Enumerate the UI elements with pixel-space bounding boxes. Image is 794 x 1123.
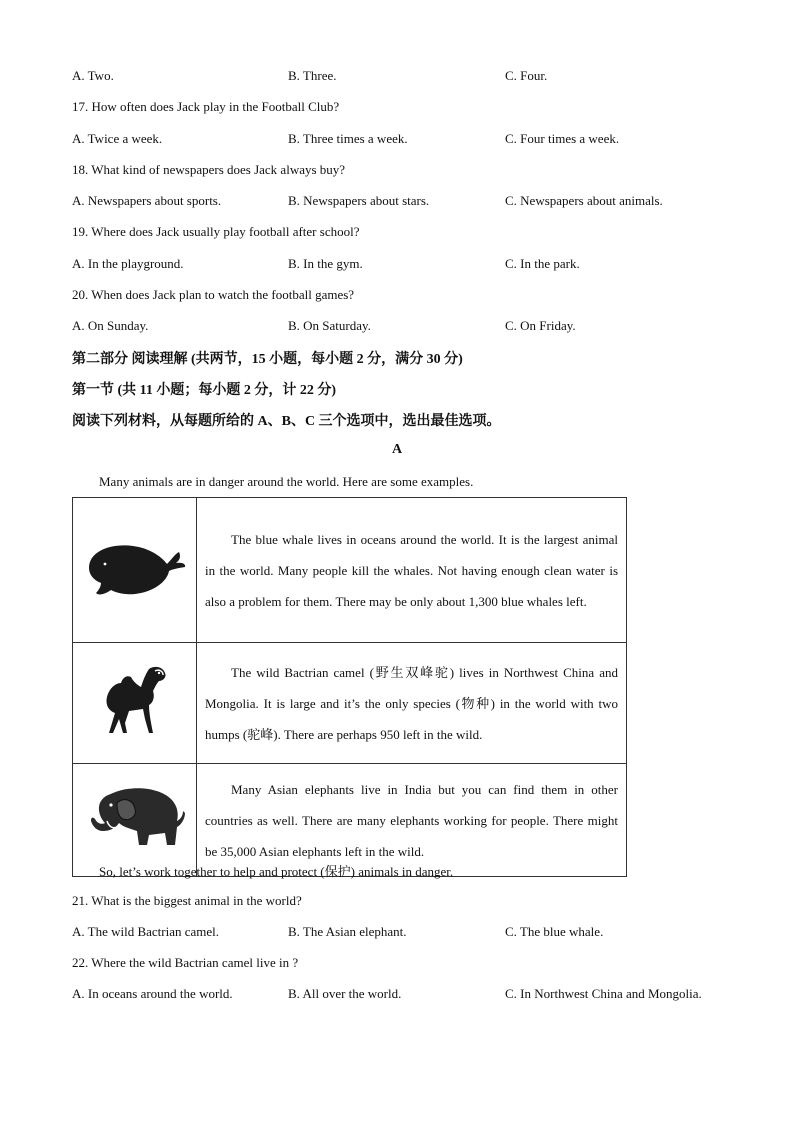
row-text: The blue whale lives in oceans around the world. It is the largest animal in the world. Many people kill the whales. Not having enough clean water is also a problem for them. There may be only about 1,300 blue whales left.	[205, 531, 618, 609]
option-c: C. In the park.	[505, 256, 580, 271]
option-c: C. Four times a week.	[505, 131, 620, 146]
option-b: B. On Saturday.	[288, 318, 371, 333]
q16-options	[72, 68, 732, 86]
option-c: C. In Northwest China and Mongolia.	[505, 986, 702, 1001]
camel-description	[197, 643, 627, 764]
q21-options	[72, 924, 732, 942]
option-c: C. On Friday.	[505, 318, 576, 333]
q20-options	[72, 318, 732, 336]
option-a: A. The wild Bactrian camel.	[72, 924, 220, 939]
question-22: 22. Where the wild Bactrian camel live in ?	[72, 955, 299, 970]
table-row	[73, 643, 627, 764]
option-b: B. The Asian elephant.	[288, 924, 407, 939]
option-c: C. Four.	[505, 68, 548, 83]
elephant-icon	[83, 783, 187, 853]
option-a: A. Newspapers about sports.	[72, 193, 222, 208]
elephant-cell	[73, 764, 197, 877]
option-a: A. In the playground.	[72, 256, 184, 271]
passage-closing: So, let’s work together to help and protect (保护) animals in danger.	[99, 864, 454, 879]
section-instruction: 阅读下列材料，从每题所给的 A、B、C 三个选项中，选出最佳选项。	[72, 414, 501, 429]
camel-cell	[73, 643, 197, 764]
passage-intro: Many animals are in danger around the world. Here are some examples.	[99, 474, 474, 489]
option-b: B. In the gym.	[288, 256, 363, 271]
question-21: 21. What is the biggest animal in the world?	[72, 893, 302, 908]
row-text: The wild Bactrian camel (野生双峰驼) lives in Northwest China and Mongolia. It is large and it’s the only species (物种) in the world with two humps (驼峰). There are perhaps 950 left in the wild.	[205, 664, 618, 742]
row-text: Many Asian elephants live in India but you can find them in other countries as well. There are many elephants working for people. There might be 35,000 Asian elephants left in the wild.	[205, 781, 618, 859]
option-c: C. Newspapers about animals.	[505, 193, 663, 208]
elephant-description	[197, 764, 627, 877]
option-a: A. Two.	[72, 68, 114, 83]
whale-description	[197, 498, 627, 643]
q18-options	[72, 193, 732, 211]
option-b: B. Three.	[288, 68, 337, 83]
whale-icon	[83, 538, 187, 598]
table-row	[73, 764, 627, 877]
whale-cell	[73, 498, 197, 643]
question-17: 17. How often does Jack play in the Football Club?	[72, 99, 340, 114]
option-b: B. All over the world.	[288, 986, 402, 1001]
option-a: A. In oceans around the world.	[72, 986, 233, 1001]
animals-table	[72, 497, 627, 877]
q22-options	[72, 986, 732, 1004]
section-heading-sec1: 第一节 (共 11 小题；每小题 2 分，计 22 分)	[72, 383, 337, 398]
section-heading-part2: 第二部分 阅读理解 (共两节，15 小题，每小题 2 分，满分 30 分)	[72, 352, 463, 367]
option-a: A. Twice a week.	[72, 131, 163, 146]
option-c: C. The blue whale.	[505, 924, 604, 939]
passage-letter: A	[391, 442, 403, 457]
q17-options	[72, 131, 732, 149]
table-row	[73, 498, 627, 643]
question-18: 18. What kind of newspapers does Jack always buy?	[72, 162, 346, 177]
option-b: B. Three times a week.	[288, 131, 408, 146]
question-19: 19. Where does Jack usually play football after school?	[72, 224, 360, 239]
question-20: 20. When does Jack plan to watch the football games?	[72, 287, 355, 302]
option-b: B. Newspapers about stars.	[288, 193, 430, 208]
option-a: A. On Sunday.	[72, 318, 149, 333]
q19-options	[72, 256, 732, 274]
camel-icon	[99, 661, 171, 741]
